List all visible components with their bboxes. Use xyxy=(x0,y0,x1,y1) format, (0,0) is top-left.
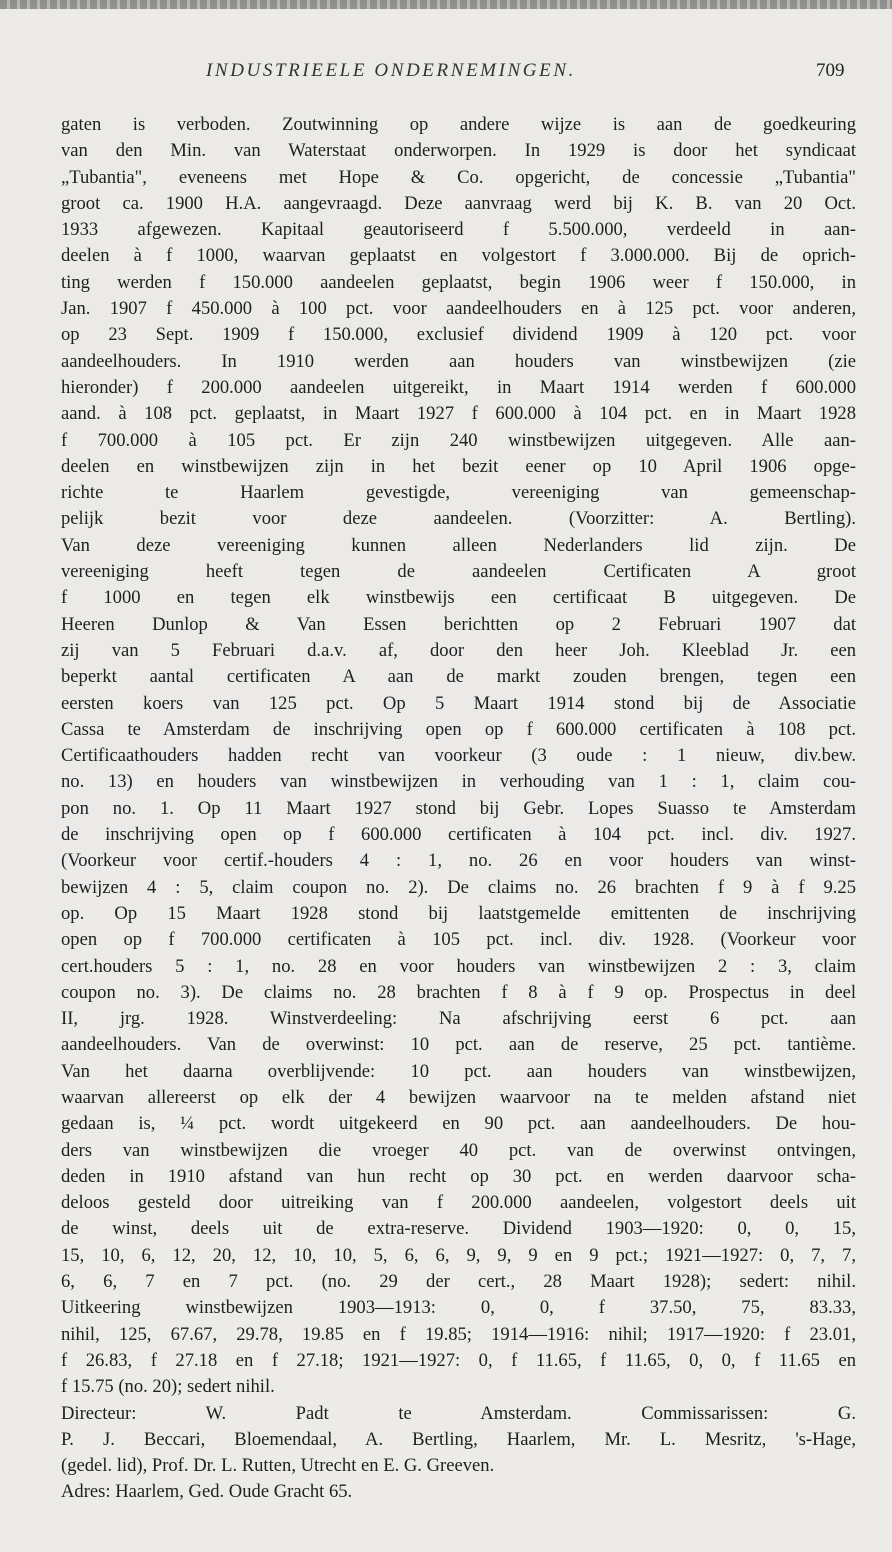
text-line: Adres: Haarlem, Ged. Oude Gracht 65. xyxy=(61,1481,353,1503)
running-head xyxy=(0,60,892,88)
body-text xyxy=(61,112,856,1506)
text-line: (Voorkeur voor certif.-houders 4 : 1, no. 26 en voor houders van winst- xyxy=(61,850,856,872)
text-line: (gedel. lid), Prof. Dr. L. Rutten, Utrecht en E. G. Greeven. xyxy=(61,1455,495,1477)
text-line: aand. à 108 pct. geplaatst, in Maart 1927 f 600.000 à 104 pct. en in Maart 1928 xyxy=(61,403,856,425)
scan-edge xyxy=(0,0,892,9)
text-line: Certificaathouders hadden recht van voorkeur (3 oude : 1 nieuw, div.bew. xyxy=(61,745,856,767)
text-line: richte te Haarlem gevestigde, vereeniging van gemeenschap- xyxy=(61,482,856,504)
text-line: Heeren Dunlop & Van Essen berichtten op 2 Februari 1907 dat xyxy=(61,613,856,635)
text-line: groot ca. 1900 H.A. aangevraagd. Deze aanvraag werd bij K. B. van 20 Oct. xyxy=(61,192,856,214)
text-line: ders van winstbewijzen die vroeger 40 pct. van de overwinst ontvingen, xyxy=(61,1139,856,1161)
text-line: pon no. 1. Op 11 Maart 1927 stond bij Gebr. Lopes Suasso te Amsterdam xyxy=(61,797,856,819)
text-line: zij van 5 Februari d.a.v. af, door den heer Joh. Kleeblad Jr. een xyxy=(61,639,856,661)
text-line: op 23 Sept. 1909 f 150.000, exclusief dividend 1909 à 120 pct. voor xyxy=(61,324,856,346)
text-line: beperkt aantal certificaten A aan de markt zouden brengen, tegen een xyxy=(61,666,856,688)
text-line: 1933 afgewezen. Kapitaal geautoriseerd f 5.500.000, verdeeld in aan- xyxy=(61,219,856,241)
text-line: de inschrijving open op f 600.000 certificaten à 104 pct. incl. div. 1927. xyxy=(61,824,856,846)
text-line: deelen en winstbewijzen zijn in het bezit eener op 10 April 1906 opge- xyxy=(61,455,856,477)
text-line: P. J. Beccari, Bloemendaal, A. Bertling, Haarlem, Mr. L. Mesritz, 's-Hage, xyxy=(61,1428,856,1450)
text-line: aandeelhouders. Van de overwinst: 10 pct. aan de reserve, 25 pct. tantième. xyxy=(61,1034,856,1056)
text-line: deelen à f 1000, waarvan geplaatst en volgestort f 3.000.000. Bij de oprich- xyxy=(61,245,856,267)
text-line: deden in 1910 afstand van hun recht op 30 pct. en werden daarvoor scha- xyxy=(61,1165,856,1187)
text-line: vereeniging heeft tegen de aandeelen Certificaten A groot xyxy=(61,561,856,583)
text-line: f 26.83, f 27.18 en f 27.18; 1921—1927: 0, f 11.65, f 11.65, 0, 0, f 11.65 en xyxy=(61,1349,856,1371)
text-line: Uitkeering winstbewijzen 1903—1913: 0, 0, f 37.50, 75, 83.33, xyxy=(61,1297,856,1319)
text-line: gedaan is, ¼ pct. wordt uitgekeerd en 90 pct. aan aandeelhouders. De hou- xyxy=(61,1113,856,1135)
text-line: aandeelhouders. In 1910 werden aan houders van winstbewijzen (zie xyxy=(61,350,856,372)
text-line: Directeur: W. Padt te Amsterdam. Commissarissen: G. xyxy=(61,1402,856,1424)
text-line: cert.houders 5 : 1, no. 28 en voor houders van winstbewijzen 2 : 3, claim xyxy=(61,955,856,977)
text-line: no. 13) en houders van winstbewijzen in verhouding van 1 : 1, claim cou- xyxy=(61,771,856,793)
text-line: van den Min. van Waterstaat onderworpen. In 1929 is door het syndicaat xyxy=(61,140,856,162)
text-line: f 15.75 (no. 20); sedert nihil. xyxy=(61,1376,275,1398)
text-line: deloos gesteld door uitreiking van f 200.000 aandeelen, volgestort deels uit xyxy=(61,1192,856,1214)
text-line: open op f 700.000 certificaten à 105 pct. incl. div. 1928. (Voorkeur voor xyxy=(61,929,856,951)
text-line: 6, 6, 7 en 7 pct. (no. 29 der cert., 28 Maart 1928); sedert: nihil. xyxy=(61,1271,856,1293)
page-number: 709 xyxy=(816,60,845,81)
text-line: Cassa te Amsterdam de inschrijving open op f 600.000 certificaten à 108 pct. xyxy=(61,718,856,740)
running-title: INDUSTRIEELE ONDERNEMINGEN. xyxy=(206,60,576,81)
text-line: „Tubantia", eveneens met Hope & Co. opgericht, de concessie „Tubantia" xyxy=(61,166,856,188)
text-line: bewijzen 4 : 5, claim coupon no. 2). De claims no. 26 brachten f 9 à f 9.25 xyxy=(61,876,856,898)
text-line: eersten koers van 125 pct. Op 5 Maart 1914 stond bij de Associatie xyxy=(61,692,856,714)
text-line: op. Op 15 Maart 1928 stond bij laatstgemelde emittenten de inschrijving xyxy=(61,902,856,924)
text-line: Van deze vereeniging kunnen alleen Nederlanders lid zijn. De xyxy=(61,534,856,556)
text-line: Van het daarna overblijvende: 10 pct. aan houders van winstbewijzen, xyxy=(61,1060,856,1082)
text-line: 15, 10, 6, 12, 20, 12, 10, 10, 5, 6, 6, 9, 9, 9 en 9 pct.; 1921—1927: 0, 7, 7, xyxy=(61,1244,856,1266)
text-line: II, jrg. 1928. Winstverdeeling: Na afschrijving eerst 6 pct. aan xyxy=(61,1008,856,1030)
text-line: coupon no. 3). De claims no. 28 brachten f 8 à f 9 op. Prospectus in deel xyxy=(61,981,856,1003)
text-line: ting werden f 150.000 aandeelen geplaatst, begin 1906 weer f 150.000, in xyxy=(61,271,856,293)
text-line: f 1000 en tegen elk winstbewijs een certificaat B uitgegeven. De xyxy=(61,587,856,609)
text-line: nihil, 125, 67.67, 29.78, 19.85 en f 19.85; 1914—1916: nihil; 1917—1920: f 23.01, xyxy=(61,1323,856,1345)
text-line: pelijk bezit voor deze aandeelen. (Voorzitter: A. Bertling). xyxy=(61,508,856,530)
text-line: hieronder) f 200.000 aandeelen uitgereikt, in Maart 1914 werden f 600.000 xyxy=(61,376,856,398)
text-line: de winst, deels uit de extra-reserve. Dividend 1903—1920: 0, 0, 15, xyxy=(61,1218,856,1240)
text-line: waarvan allereerst op elk der 4 bewijzen waarvoor na te melden afstand niet xyxy=(61,1086,856,1108)
text-line: Jan. 1907 f 450.000 à 100 pct. voor aandeelhouders en à 125 pct. voor anderen, xyxy=(61,298,856,320)
text-line: gaten is verboden. Zoutwinning op andere wijze is aan de goedkeuring xyxy=(61,114,856,135)
text-line: f 700.000 à 105 pct. Er zijn 240 winstbewijzen uitgegeven. Alle aan- xyxy=(61,429,856,451)
